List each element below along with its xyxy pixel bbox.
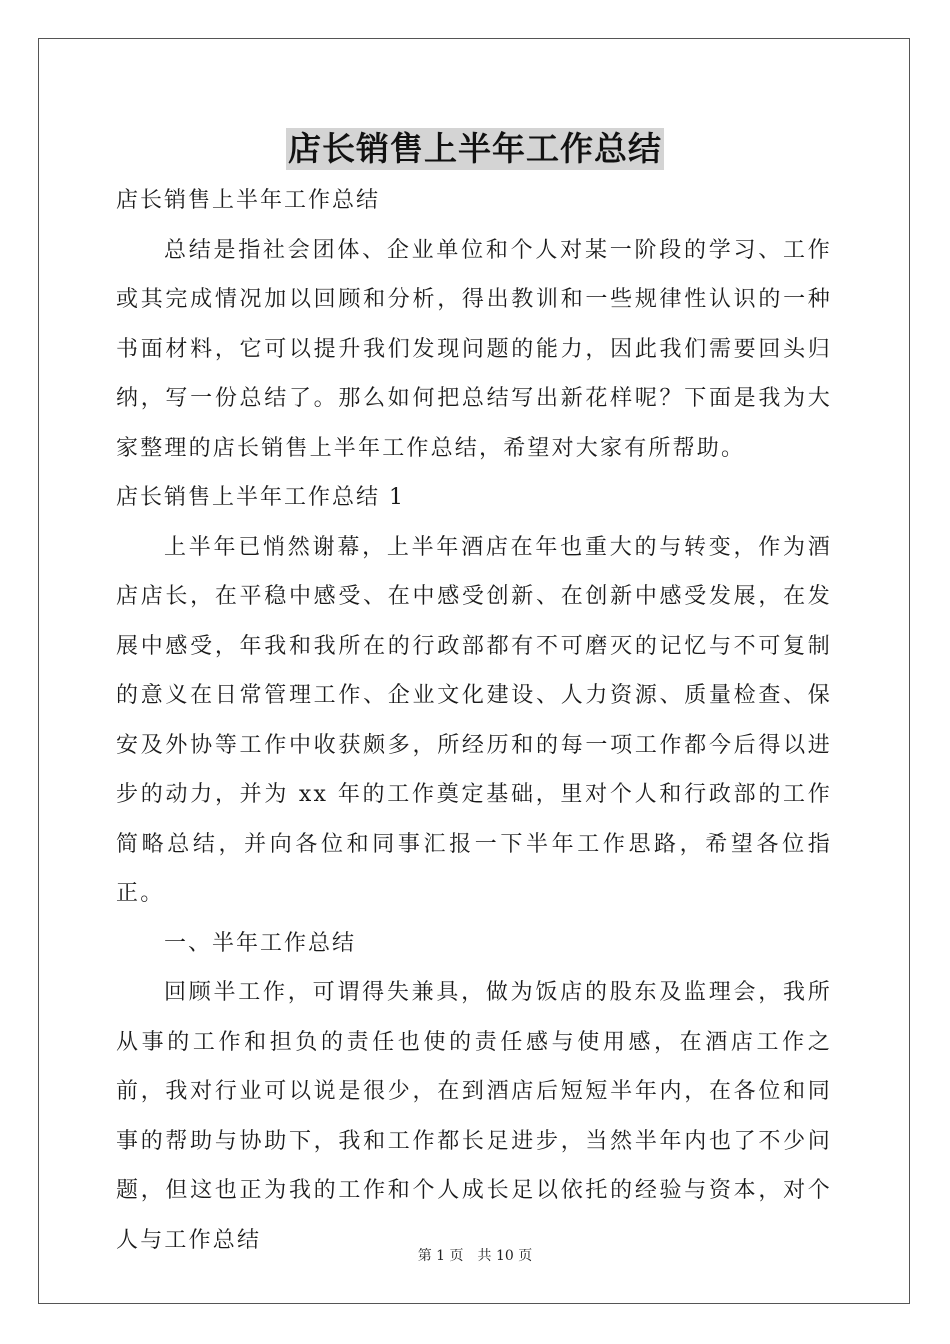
section-title: 店长销售上半年工作总结 1 — [116, 485, 405, 510]
body-paragraph-1: 上半年已悄然谢幕，上半年酒店在年也重大的与转变，作为酒店店长，在平稳中感受、在中感受创新、在创新中感受发展，在发展中感受，年我和我所在的行政部都有不可磨灭的记忆与不可复制的意义在日常管理工作、企业文化建设、人力资源、质量检查、保安及外协等工作中收获颇多，所经历和的每一项工作都今后得以进步的动力，并为 xx 年的工作奠定基础，里对个人和行政部的工作简略总结，并向各位和同事汇报一下半年工作思路，希望各位指正。 — [116, 534, 832, 906]
page-footer — [0, 1245, 950, 1265]
section-heading-1: 一、半年工作总结 — [164, 930, 357, 956]
title-container — [0, 128, 950, 170]
document-body — [116, 176, 832, 1265]
body-paragraph-2: 回顾半工作，可谓得失兼具，做为饭店的股东及监理会，我所从事的工作和担负的责任也使的责任感与使用感，在酒店工作之前，我对行业可以说是很少，在到酒店后短短半年内，在各位和同事的帮助与协助下，我和工作都长足进步，当然半年内也了不少问题，但这也正为我的工作和个人成长足以依托的经验与资本，对个人与工作总结 — [116, 980, 832, 1253]
document-subtitle: 店长销售上半年工作总结 — [116, 188, 381, 213]
page-number: 第 1 页 共 10 页 — [417, 1248, 533, 1264]
intro-paragraph: 总结是指社会团体、企业单位和个人对某一阶段的学习、工作或其完成情况加以回顾和分析，得出教训和一些规律性认识的一种书面材料，它可以提升我们发现问题的能力，因此我们需要回头归纳，写一份总结了。那么如何把总结写出新花样呢？下面是我为大家整理的店长销售上半年工作总结，希望对大家有所帮助。 — [116, 237, 832, 461]
document-title: 店长销售上半年工作总结 — [288, 129, 662, 168]
